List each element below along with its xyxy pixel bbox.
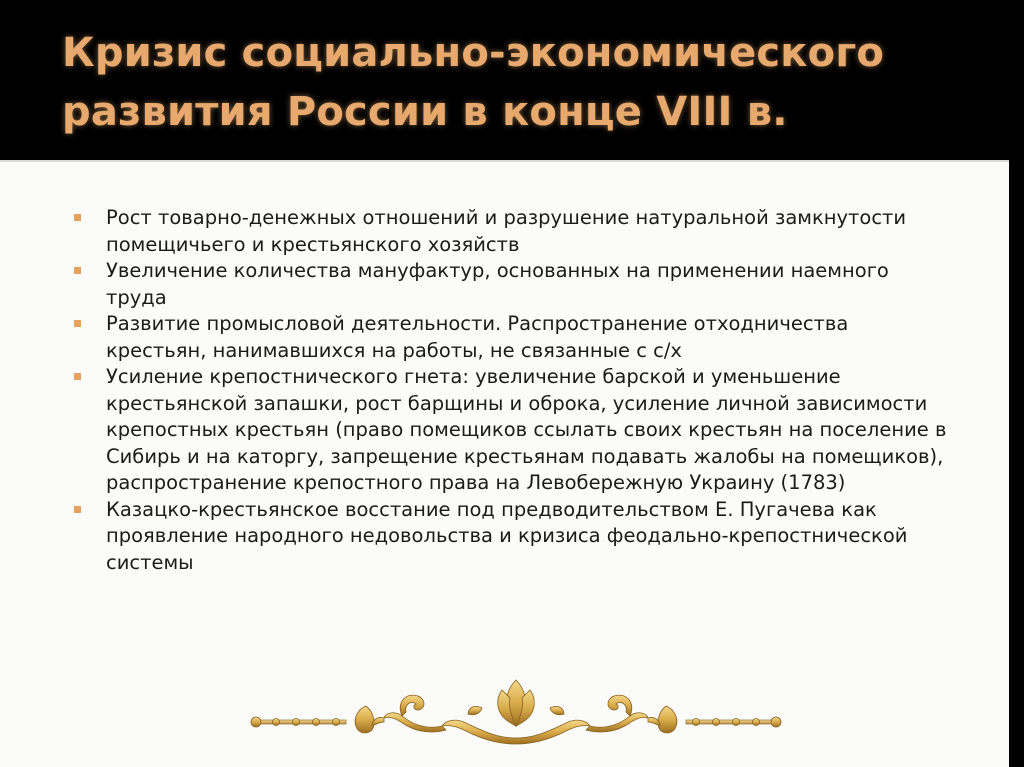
- bullet-text: Казацко-крестьянское восстание под предводительством Е. Пугачева как проявление народного недовольства и кризиса феодально-крепостнической системы: [106, 497, 908, 574]
- square-bullet-icon: [74, 267, 81, 274]
- bullet-text: Увеличение количества мануфактур, основанных на применении наемного труда: [106, 259, 889, 309]
- bullet-text: Развитие промысловой деятельности. Распространение отходничества крестьян, нанимавшихся на работы, не связанные с с/х: [106, 312, 849, 362]
- bullet-item: [74, 364, 954, 497]
- square-bullet-icon: [74, 373, 81, 380]
- title-band: [0, 0, 1024, 158]
- bullet-text: Рост товарно-денежных отношений и разрушение натуральной замкнутости помещичьего и крестьянского хозяйств: [106, 206, 907, 256]
- bullet-item: [74, 497, 954, 577]
- bullet-text: Усиление крепостнического гнета: увеличение барской и уменьшение крестьянской запашки, рост барщины и оброка, усиление личной зависимости крепостных крестьян (право помещиков ссылать своих крестьян на поселение в Сибирь и на каторгу, запрещение крестьянам подавать жалобы на помещиков), распространение крепостного права на Левобережную Украину (1783): [106, 365, 947, 494]
- bullet-list: [74, 205, 954, 576]
- gold-floral-scroll-ornament-icon: [246, 668, 786, 760]
- square-bullet-icon: [74, 214, 81, 221]
- square-bullet-icon: [74, 506, 81, 513]
- square-bullet-icon: [74, 320, 81, 327]
- bullet-item: [74, 258, 954, 311]
- content-top-border: [0, 160, 1009, 162]
- bullet-item: [74, 205, 954, 258]
- right-edge-band: [1009, 160, 1024, 767]
- bullet-item: [74, 311, 954, 364]
- slide-title: Кризис социально-экономического развития России в конце VIII в.: [62, 30, 885, 135]
